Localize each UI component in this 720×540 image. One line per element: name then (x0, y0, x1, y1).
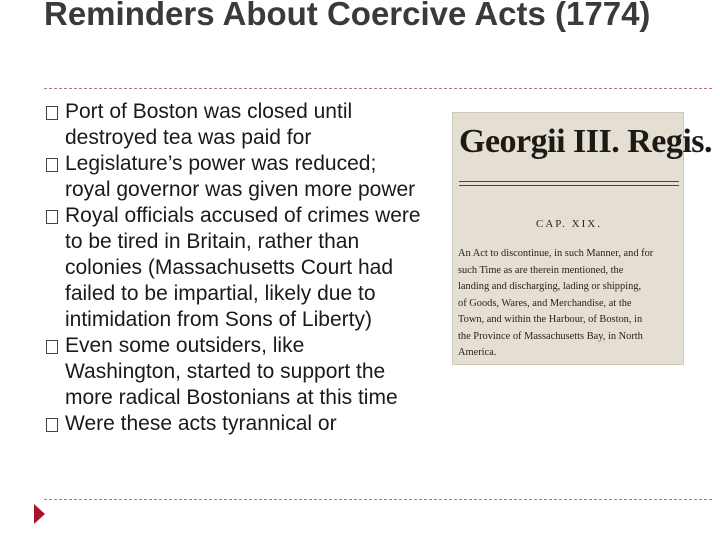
box-bullet-icon (46, 418, 58, 432)
slide-marker-icon (34, 504, 45, 524)
top-divider (44, 88, 712, 89)
document-chapter: CAP. XIX. (536, 218, 602, 230)
document-heading: Georgii III. Regis. (459, 123, 713, 160)
bullet-text: Legislature’s power was reduced; royal governor was given more power (65, 152, 416, 201)
document-body: An Act to discontinue, in such Manner, and for such Time as are therein mentioned, the landing and discharging, lading or shipping, of Goods, Wares, and Merchandise, at the Town, and within the Harbour, of Boston, in the Province of Massachusetts Bay, in North America. (458, 248, 654, 358)
bullet-item (46, 151, 426, 203)
bullet-list (46, 99, 426, 437)
bullet-item (46, 411, 426, 437)
bullet-text: Port of Boston was closed until destroyed tea was paid for (65, 100, 353, 149)
bullet-text: Royal officials accused of crimes were to be tired in Britain, rather than colonies (Massachusetts Court had failed to be impartial, likely due to intimidation from Sons of Liberty) (65, 204, 421, 331)
coercive-act-document-image (452, 112, 713, 365)
box-bullet-icon (46, 106, 58, 120)
bullet-text: Were these acts tyrannical or (65, 412, 337, 435)
slide-title: Reminders About Coercive Acts (1774) (44, 0, 651, 32)
document-rule (459, 181, 679, 182)
bullet-item (46, 99, 426, 151)
bottom-divider (44, 499, 712, 500)
box-bullet-icon (46, 158, 58, 172)
document-rule (459, 185, 679, 186)
bullet-item (46, 203, 426, 333)
box-bullet-icon (46, 210, 58, 224)
bullet-text: Even some outsiders, like Washington, started to support the more radical Bostonians at this time (65, 334, 398, 409)
bullet-item (46, 333, 426, 411)
box-bullet-icon (46, 340, 58, 354)
